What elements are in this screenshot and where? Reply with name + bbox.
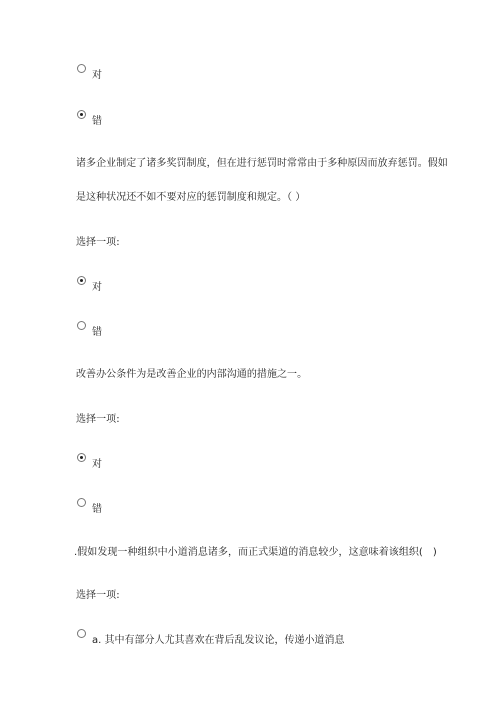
radio-true[interactable] (77, 64, 86, 73)
radio-false[interactable] (77, 110, 86, 119)
option-label-true: 对 (92, 459, 102, 470)
question-1-text-line2: 是这种状况还不如不要对应的惩罚制度和规定。（ ） (76, 192, 306, 203)
question-1-text-line1: 诸多企业制定了诸多奖罚制度，但在进行惩罚时常常由于多种原因而放弃惩罚。假如 (76, 158, 448, 169)
question-3-prompt: 选择一项: (76, 590, 120, 601)
option-label-false: 错 (92, 116, 102, 127)
option-label-false: 错 (92, 327, 102, 338)
option-label-true: 对 (92, 282, 102, 293)
option-label-true: 对 (92, 70, 102, 81)
question-2-text: 改善办公条件为是改善企业的内部沟通的措施之一。 (76, 369, 308, 380)
radio-false[interactable] (77, 321, 86, 330)
radio-false[interactable] (77, 498, 86, 507)
radio-true[interactable] (77, 453, 86, 462)
question-1-prompt: 选择一项: (76, 237, 120, 248)
question-2-prompt: 选择一项: (76, 414, 120, 425)
radio-true[interactable] (77, 276, 86, 285)
radio-option-a[interactable] (77, 629, 86, 638)
question-3-text: .假如发现一种组织中小道消息诸多，而正式渠道的消息较少，这意味着该组织( ) (74, 547, 437, 558)
option-label-false: 错 (92, 504, 102, 515)
option-label-a: a. 其中有部分人尤其喜欢在背后乱发议论，传递小道消息 (92, 635, 345, 646)
